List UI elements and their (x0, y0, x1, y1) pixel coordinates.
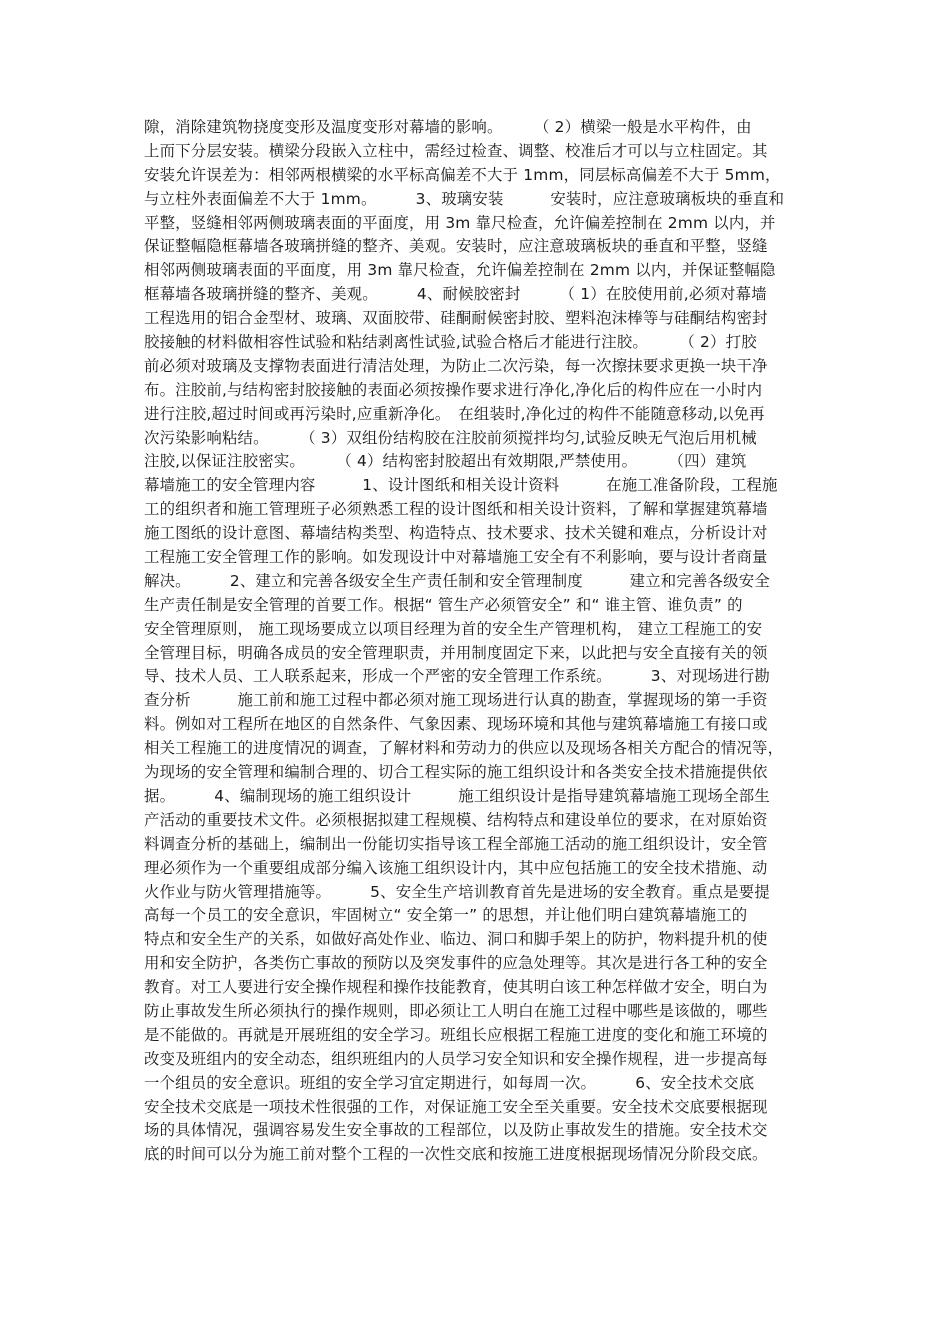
text-line: 改变及班组内的安全动态，组织班组内的人员学习安全知识和安全操作规程，进一步提高每 (144, 1049, 768, 1068)
text-line: 火作业与防火管理措施等。 5、安全生产培训教育首先是进场的安全教育。重点是要提 (144, 882, 770, 901)
text-line: 工程选用的铝合金型材、玻璃、双面胶带、硅酮耐候密封胶、塑料泡沫棒等与硅酮结构密封 (144, 309, 768, 328)
text-line: 隙，消除建筑物挠度变形及温度变形对幕墙的影响。 （ 2）横梁一般是水平构件，由 (144, 118, 752, 136)
text-line: 次污染影响粘结。 （ 3）双组份结构胶在注胶前须搅拌均匀,试验反映无气泡后用机械 (144, 428, 757, 447)
text-line: 工的组织者和施工管理班子必须熟悉工程的设计图纸和相关设计资料，了解和掌握建筑幕墙 (144, 500, 768, 519)
text-line: 胶接触的材料做相容性试验和粘结剥离性试验,试验合格后才能进行注胶。 （ 2）打胶 (144, 333, 757, 352)
text-line: 注胶,以保证注胶密实。 （ 4）结构密封胶超出有效期限,严禁使用。 （四）建筑 (144, 452, 747, 471)
text-line: 导、技术人员、工人联系起来，形成一个严密的安全管理工作系统。 3、对现场进行勘 (144, 667, 770, 686)
text-line: 是不能做的。再就是开展班组的安全学习。班组长应根据工程施工进度的变化和施工环境的 (144, 1025, 768, 1044)
text-line: 为现场的安全管理和编制合理的、切合工程实际的施工组织设计和各类安全技术措施提供依 (144, 763, 768, 782)
text-line: 全管理目标，明确各成员的安全管理职责，并用制度固定下来，以此把与安全直接有关的领 (144, 643, 768, 662)
text-line: 料调查分析的基础上，编制出一份能切实指导该工程全部施工活动的施工组织设计，安全管 (144, 834, 768, 853)
text-line: 教育。对工人要进行安全操作规程和操作技能教育，使其明白该工种怎样做才安全，明白为 (144, 978, 768, 997)
text-line: 前必须对玻璃及支撑物表面进行清洁处理，为防止二次污染，每一次擦抹要求更换一块干净 (144, 356, 768, 375)
text-line: 相关工程施工的进度情况的调查，了解材料和劳动力的供应以及现场各相关方配合的情况等， (144, 739, 784, 758)
text-line: 与立柱外表面偏差不大于 1mm。 3、玻璃安装 安装时，应注意玻璃板块的垂直和 (144, 189, 785, 208)
text-line: 工程施工安全管理工作的影响。如发现设计中对幕墙施工安全有不利影响，要与设计者商量 (144, 548, 768, 567)
text-line: 一个组员的安全意识。班组的安全学习宜定期进行，如每周一次。 6、安全技术交底 (144, 1073, 755, 1092)
text-line: 施工图纸的设计意图、幕墙结构类型、构造特点、技术要求、技术关键和难点，分析设计对 (144, 524, 768, 543)
text-line: 据。 4、编制现场的施工组织设计 施工组织设计是指导建筑幕墙施工现场全部生 (144, 786, 770, 805)
text-line: 料。例如对工程所在地区的自然条件、气象因素、现场环境和其他与建筑幕墙施工有接口或 (144, 715, 768, 734)
text-line: 进行注胶,超过时间或再污染时,应重新净化。 在组装时,净化过的构件不能随意移动,以免再 (144, 404, 765, 423)
text-line: 防止事故发生所必须执行的操作规则，即必须让工人明白在施工过程中哪些是该做的，哪些 (144, 1001, 768, 1020)
text-line: 安全技术交底是一项技术性很强的工作，对保证施工安全至关重要。安全技术交底要根据现 (144, 1097, 768, 1116)
text-line: 特点和安全生产的关系，如做好高处作业、临边、洞口和脚手架上的防护，物料提升机的使 (144, 930, 768, 949)
body-text (144, 116, 824, 1167)
text-line: 场的具体情况，强调容易发生安全事故的工程部位，以及防止事故发生的措施。安全技术交 (144, 1121, 768, 1140)
text-line: 框幕墙各玻璃拼缝的整齐、美观。 4、耐候胶密封 （ 1）在胶使用前,必须对幕墙 (144, 285, 767, 304)
text-line: 用和安全防护，各类伤亡事故的预防以及突发事件的应急处理等。其次是进行各工种的安全 (144, 954, 768, 973)
text-line: 上而下分层安装。横梁分段嵌入立柱中，需经过检查、调整、校准后才可以与立柱固定。其 (144, 141, 768, 160)
text-line: 产活动的重要技术文件。必须根据拟建工程规模、结构特点和建设单位的要求，在对原始资 (144, 810, 768, 829)
text-line: 布。注胶前,与结构密封胶接触的表面必须按操作要求进行净化,净化后的构件应在一小时内 (144, 380, 763, 399)
text-line: 查分析 施工前和施工过程中都必须对施工现场进行认真的勘查，掌握现场的第一手资 (144, 691, 768, 710)
text-line: 底的时间可以分为施工前对整个工程的一次性交底和按施工进度根据现场情况分阶段交底。 (144, 1145, 768, 1164)
text-line: 高每一个员工的安全意识，牢固树立“ 安全第一” 的思想，并让他们明白建筑幕墙施工的 (144, 906, 748, 925)
text-line: 保证整幅隐框幕墙各玻璃拼缝的整齐、美观。安装时，应注意玻璃板块的垂直和平整，竖缝 (144, 237, 768, 256)
text-line: 安装允许误差为：相邻两根横梁的水平标高偏差不大于 1mm，同层标高偏差不大于 5mm， (144, 165, 781, 184)
text-line: 生产责任制是安全管理的首要工作。根据“ 管生产必须管安全” 和“ 谁主管、谁负责” 的 (144, 595, 743, 614)
text-line: 安全管理原则， 施工现场要成立以项目经理为首的安全生产管理机构， 建立工程施工的安 (144, 619, 763, 638)
text-line: 理必须作为一个重要组成部分编入该施工组织设计内，其中应包括施工的安全技术措施、动 (144, 858, 768, 877)
text-line: 相邻两侧玻璃表面的平面度，用 3m 靠尺检查，允许偏差控制在 2mm 以内，并保证整幅隐 (144, 261, 776, 280)
text-line: 平整，竖缝相邻两侧玻璃表面的平面度，用 3m 靠尺检查，允许偏差控制在 2mm 以内，并 (144, 213, 776, 232)
text-line: 幕墙施工的安全管理内容 1、设计图纸和相关设计资料 在施工准备阶段，工程施 (144, 476, 778, 495)
text-line: 解决。 2、建立和完善各级安全生产责任制和安全管理制度 建立和完善各级安全 (144, 571, 770, 590)
